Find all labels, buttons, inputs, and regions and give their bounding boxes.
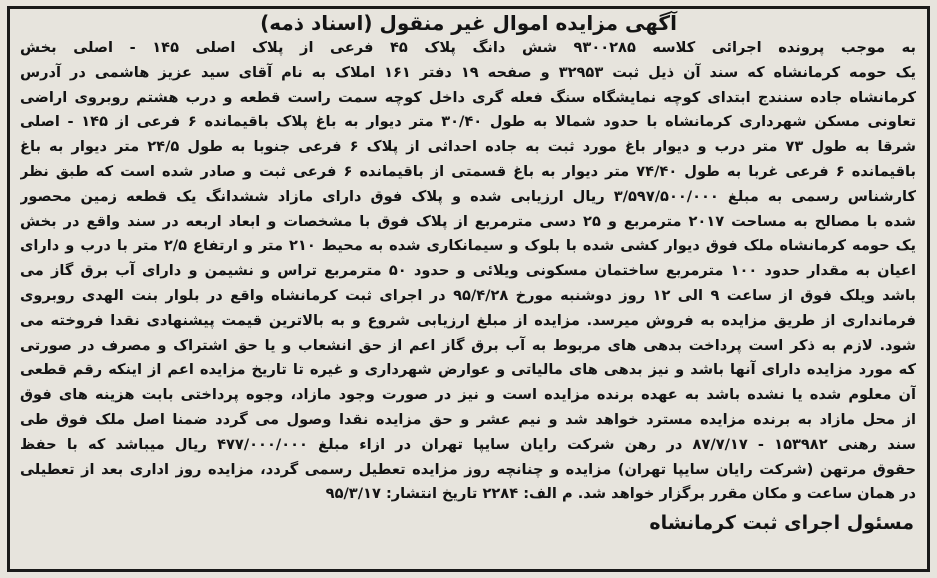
body-line: سند رهنی ۱۵۳۹۸۲ - ۸۷/۷/۱۷ در رهن شرکت رایان سایپا تهران در ازاء مبلغ ۴۷۷/۰۰۰/۰۰۰ ریال میباشد که با حفظ: [20, 435, 916, 453]
notice-body: [20, 36, 916, 507]
body-line: که مورد مزایده دارای آنها باشد و نیز بدهی های مالیاتی و عوارض شهرداری و غیره تا تاریخ مزایده اعم از اینکه رقم قطعی: [20, 361, 916, 379]
body-line: کرمانشاه جاده سنندج ابتدای کوچه نمایشگاه سنگ فعله گری داخل کوچه سمت راست قطعه و درب هشتم روبروی اراضی: [20, 88, 916, 106]
body-line: فرمانداری از طریق مزایده به فروش میرسد. مزایده از مبلغ ارزیابی شروع و به بالاترین قیمت پیشنهادی نقدا فروخته می: [20, 311, 916, 329]
body-line: حقوق مرتهن (شرکت رایان سایپا تهران) مزایده و چنانچه روز مزایده تعطیل رسمی گردد، مزایده روز اداری بعد از تعطیلی: [20, 460, 916, 478]
body-line: شرقا به طول ۷۳ متر درب و دیوار باغ مورد ثبت به جاده احداثی از پلاک ۶ فرعی جنوبا به طول ۲۴/۵ متر دیوار به باغ: [20, 138, 916, 156]
body-line: شود. لازم به ذکر است پرداخت بدهی های مربوط به آب برق گاز اعم از حق انشعاب و یا حق اشتراک و مصرف در صورتی: [20, 336, 916, 354]
body-line: کارشناس رسمی به مبلغ ۳/۵۹۷/۵۰۰/۰۰۰ ریال ارزیابی شده و پلاک فوق دارای مازاد ششدانگ یک قطعه زمین محصور: [20, 187, 916, 205]
body-line: اعیان به مقدار حدود ۱۰۰ مترمربع ساختمان مسکونی ویلائی و حدود ۵۰ مترمربع تراس و نشیمن و دارای آب برق گاز می: [20, 262, 916, 280]
body-line: آن معلوم شده یا نشده باشد به عهده برنده مزایده است و نیز در صورت وجود مازاد، وجوه پرداختی بابت هزینه های فوق: [20, 386, 916, 404]
body-line: تعاونی مسکن شهرداری کرمانشاه با حدود شمالا به طول ۳۰/۴۰ متر دیوار به باغ پلاک باقیمانده ۶ فرعی از ۱۴۵ - اصلی: [20, 113, 916, 131]
body-line: باشد ویلک فوق از ساعت ۹ الی ۱۲ روز دوشنبه مورخ ۹۵/۴/۲۸ در اجرای ثبت کرمانشاه واقع در بلوار بنت الهدی روبروی: [20, 286, 916, 304]
body-line: به موجب پرونده اجرائی کلاسه ۹۳۰۰۲۸۵ شش دانگ پلاک ۴۵ فرعی از پلاک اصلی ۱۴۵ - اصلی بخش: [20, 39, 916, 56]
body-line: یک حومه کرمانشاه که سند آن ذیل ثبت ۳۲۹۵۳ و صفحه ۱۹ دفتر ۱۶۱ املاک به نام آقای سید عزیز هاشمی در آدرس: [20, 63, 916, 81]
body-line-last: در همان ساعت و مکان مقرر برگزار خواهد شد. م الف: ۲۲۸۴ تاریخ انتشار: ۹۵/۳/۱۷: [325, 485, 916, 503]
body-line: شده با مصالح به مساحت ۲۰۱۷ مترمربع و ۲۵ دسی مترمربع از پلاک فوق با مشخصات و ابعاد اربعه در سند واقع در بخش: [20, 212, 916, 230]
notice-signature: مسئول اجرای ثبت کرمانشاه: [649, 512, 914, 534]
body-line: باقیمانده ۶ فرعی غربا به طول ۷۴/۴۰ متر دیوار به باغ قسمتی از باقیمانده ۶ فرعی ثبت و صادر شده است که طبق نظر: [20, 162, 916, 180]
body-line: یک حومه کرمانشاه ملک فوق دیوار کشی شده با بلوک و سیمانکاری شده به محیط ۲۱۰ متر و ارتفاع ۲/۵ متر با درب و دارای: [20, 237, 916, 255]
body-line: از محل مازاد به برنده مزایده مسترد خواهد شد و نیم عشر و حق مزایده نقدا وصول می گردد ضمنا اصل ملک فوق طی: [20, 410, 916, 428]
notice-title: آگهی مزایده اموال غیر منقول (اسناد ذمه): [260, 11, 677, 35]
